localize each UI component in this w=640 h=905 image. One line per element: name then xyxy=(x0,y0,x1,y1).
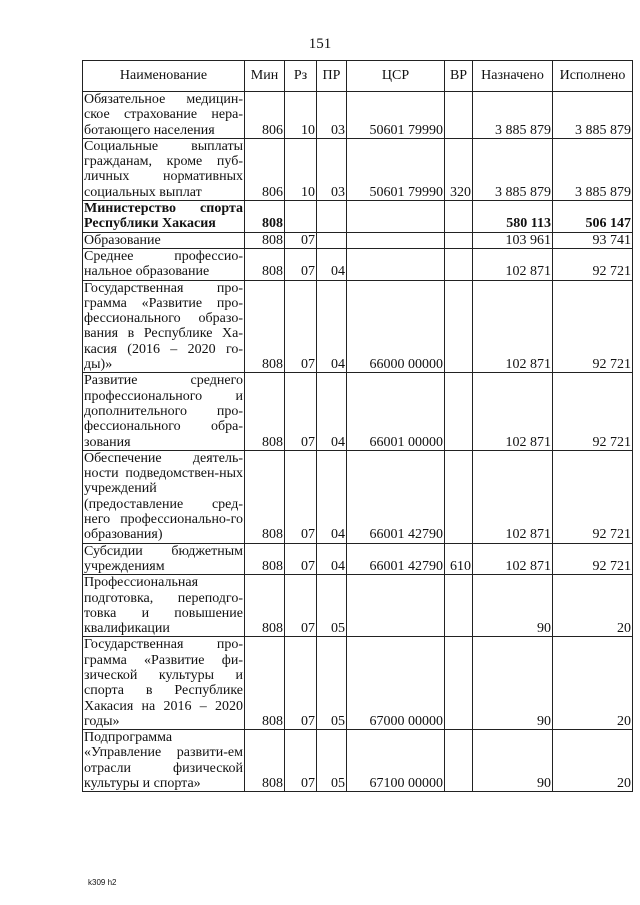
row-vr xyxy=(445,730,473,792)
table-row xyxy=(83,201,633,233)
header-csr: ЦСР xyxy=(347,61,445,92)
table-row xyxy=(83,138,633,200)
row-csr: 66001 00000 xyxy=(347,373,445,450)
row-name: Развитие среднего профессионального и дополнительного про-фессионального обра-зования xyxy=(84,373,243,450)
row-rz: 07 xyxy=(285,280,317,373)
table-row xyxy=(83,232,633,248)
row-assigned: 90 xyxy=(473,637,553,730)
row-executed: 92 721 xyxy=(553,450,633,543)
table-row xyxy=(83,248,633,280)
row-rz: 10 xyxy=(285,138,317,200)
row-name: Обязательное медицин-ское страхование нера-ботающего населения xyxy=(84,92,243,138)
row-pr: 05 xyxy=(317,637,347,730)
row-min: 808 xyxy=(245,637,285,730)
row-assigned: 90 xyxy=(473,730,553,792)
row-executed: 92 721 xyxy=(553,280,633,373)
row-min: 808 xyxy=(245,280,285,373)
table-row xyxy=(83,450,633,543)
budget-table xyxy=(82,60,633,792)
header-pr: ПР xyxy=(317,61,347,92)
table-row xyxy=(83,373,633,450)
row-name: Обеспечение деятель-ности подведомствен-ных учреждений (предоставление сред-него профессионально-го образования) xyxy=(84,450,243,543)
footer-code: k309 h2 xyxy=(88,878,117,887)
row-vr xyxy=(445,637,473,730)
row-min: 806 xyxy=(245,92,285,139)
row-name: Профессиональная подготовка, переподго-товка и повышение квалификации xyxy=(84,575,243,637)
row-vr xyxy=(445,232,473,248)
row-csr xyxy=(347,575,445,637)
row-pr xyxy=(317,232,347,248)
row-executed: 93 741 xyxy=(553,232,633,248)
header-row xyxy=(83,61,633,92)
row-assigned: 90 xyxy=(473,575,553,637)
row-vr xyxy=(445,373,473,450)
row-csr: 66001 42790 xyxy=(347,450,445,543)
row-name: Социальные выплаты гражданам, кроме пуб-личных нормативных социальных выплат xyxy=(84,138,243,200)
row-executed: 92 721 xyxy=(553,248,633,280)
row-vr xyxy=(445,201,473,233)
row-executed: 20 xyxy=(553,575,633,637)
row-pr: 04 xyxy=(317,543,347,575)
header-min: Мин xyxy=(245,61,285,92)
row-pr: 04 xyxy=(317,280,347,373)
row-vr xyxy=(445,575,473,637)
row-rz: 07 xyxy=(285,248,317,280)
row-rz xyxy=(285,201,317,233)
row-executed: 20 xyxy=(553,730,633,792)
row-assigned: 102 871 xyxy=(473,248,553,280)
row-csr: 66000 00000 xyxy=(347,280,445,373)
header-rz: Рз xyxy=(285,61,317,92)
header-assigned: Назначено xyxy=(473,61,553,92)
row-vr: 320 xyxy=(445,138,473,200)
row-vr xyxy=(445,248,473,280)
row-rz: 07 xyxy=(285,373,317,450)
row-min: 808 xyxy=(245,543,285,575)
row-name: Государственная про-грамма «Развитие про-фессионального образо-вания в Республике Ха-касия (2016 – 2020 го-ды)» xyxy=(84,280,243,373)
row-min: 808 xyxy=(245,373,285,450)
row-rz: 10 xyxy=(285,92,317,139)
row-assigned: 580 113 xyxy=(473,201,553,233)
row-pr: 03 xyxy=(317,92,347,139)
row-min: 808 xyxy=(245,450,285,543)
row-csr: 66001 42790 xyxy=(347,543,445,575)
row-min: 808 xyxy=(245,248,285,280)
row-vr: 610 xyxy=(445,543,473,575)
row-assigned: 3 885 879 xyxy=(473,92,553,139)
row-csr xyxy=(347,248,445,280)
row-executed: 20 xyxy=(553,637,633,730)
row-pr: 04 xyxy=(317,248,347,280)
row-vr xyxy=(445,280,473,373)
row-assigned: 102 871 xyxy=(473,373,553,450)
row-pr: 05 xyxy=(317,575,347,637)
row-rz: 07 xyxy=(285,730,317,792)
row-rz: 07 xyxy=(285,543,317,575)
row-min: 808 xyxy=(245,575,285,637)
row-pr: 04 xyxy=(317,373,347,450)
row-csr: 50601 79990 xyxy=(347,92,445,139)
table-row xyxy=(83,280,633,373)
row-name: Среднее профессио-нальное образование xyxy=(84,248,243,280)
row-rz: 07 xyxy=(285,450,317,543)
row-csr: 67100 00000 xyxy=(347,730,445,792)
page-number: 151 xyxy=(308,36,332,52)
row-executed: 3 885 879 xyxy=(553,92,633,139)
row-pr xyxy=(317,201,347,233)
row-rz: 07 xyxy=(285,232,317,248)
header-name: Наименование xyxy=(83,61,245,92)
row-rz: 07 xyxy=(285,575,317,637)
row-min: 808 xyxy=(245,232,285,248)
row-assigned: 102 871 xyxy=(473,543,553,575)
row-csr xyxy=(347,232,445,248)
row-name: Подпрограмма «Управление развити-ем отрасли физической культуры и спорта» xyxy=(84,730,243,792)
row-min: 808 xyxy=(245,730,285,792)
row-min: 806 xyxy=(245,138,285,200)
row-csr: 50601 79990 xyxy=(347,138,445,200)
row-pr: 05 xyxy=(317,730,347,792)
row-executed: 506 147 xyxy=(553,201,633,233)
row-pr: 04 xyxy=(317,450,347,543)
row-assigned: 103 961 xyxy=(473,232,553,248)
row-executed: 3 885 879 xyxy=(553,138,633,200)
row-name: Государственная про-грамма «Развитие фи-зической культуры и спорта в Республике Хакасия на 2016 – 2020 годы» xyxy=(84,637,243,729)
table-row xyxy=(83,543,633,575)
table-row xyxy=(83,730,633,792)
row-assigned: 102 871 xyxy=(473,280,553,373)
row-name: Образование xyxy=(83,232,245,248)
row-rz: 07 xyxy=(285,637,317,730)
table-row xyxy=(83,92,633,139)
row-vr xyxy=(445,92,473,139)
row-min: 808 xyxy=(245,201,285,233)
header-vr: ВР xyxy=(445,61,473,92)
row-name: Субсидии бюджетным учреждениям xyxy=(84,543,243,574)
row-executed: 92 721 xyxy=(553,543,633,575)
table-row xyxy=(83,637,633,730)
table-row xyxy=(83,575,633,637)
row-csr: 67000 00000 xyxy=(347,637,445,730)
row-name: Министерство спорта Республики Хакасия xyxy=(84,201,243,232)
row-assigned: 102 871 xyxy=(473,450,553,543)
row-executed: 92 721 xyxy=(553,373,633,450)
row-vr xyxy=(445,450,473,543)
row-assigned: 3 885 879 xyxy=(473,138,553,200)
header-executed: Исполнено xyxy=(553,61,633,92)
row-pr: 03 xyxy=(317,138,347,200)
row-csr xyxy=(347,201,445,233)
